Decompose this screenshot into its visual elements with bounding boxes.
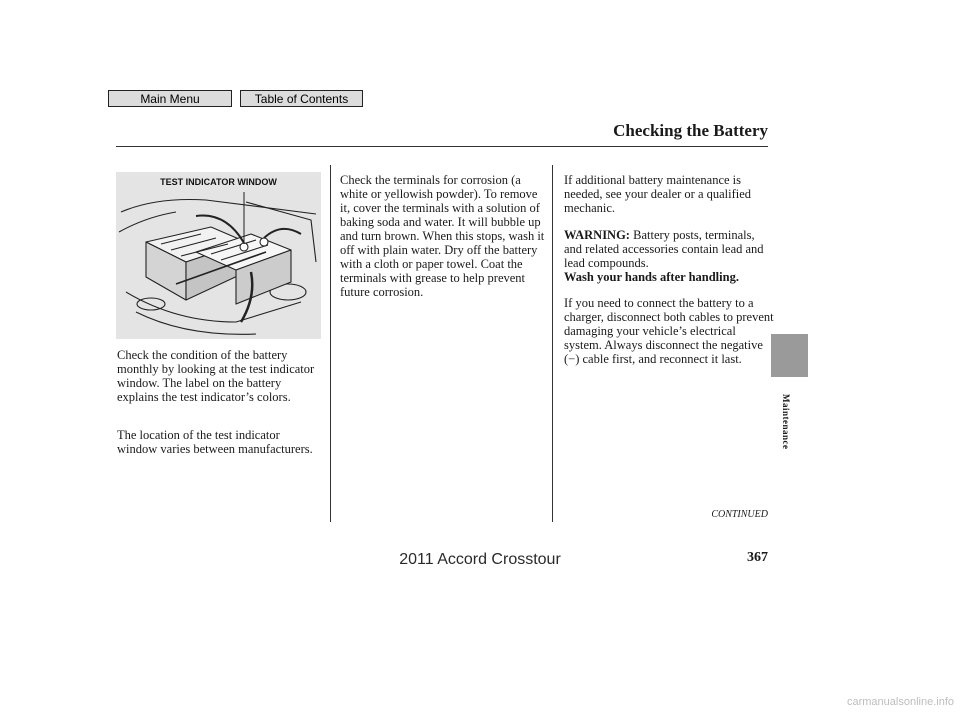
section-label: Maintenance [781,394,791,450]
warning-bold-text: Wash your hands after handling. [564,270,739,284]
column-divider-2 [552,165,553,522]
battery-drawing [116,172,321,339]
battery-illustration [116,172,321,339]
warning-label: WARNING: [564,228,630,242]
warning-text: Battery posts, terminals, and related accessories contain lead and lead compounds. [564,228,764,270]
col1-paragraph-2: The location of the test indicator window varies between manufacturers. [117,428,313,456]
col3-paragraph-3: If you need to connect the battery to a charger, disconnect both cables to prevent damaging your vehicle’s electrical system. Always disconnect the negative (−) cable first, and reconnect it last. [564,296,774,366]
warning-paragraph [564,228,774,284]
table-of-contents-button[interactable]: Table of Contents [240,90,363,107]
section-tab [771,334,808,377]
col1-paragraph-1: Check the condition of the battery monthly by looking at the test indicator window. The label on the battery explains the test indicator’s colors. [117,348,315,404]
page-number: 367 [747,550,768,565]
watermark: carmanualsonline.info [846,696,954,708]
continued-label: CONTINUED [711,509,768,520]
figure-label: TEST INDICATOR WINDOW [160,177,277,187]
footer-model: 2011 Accord Crosstour [399,551,561,568]
page-title: Checking the Battery [613,121,768,140]
col2-paragraph-1: Check the terminals for corrosion (a white or yellowish powder). To remove it, cover the terminals with a solution of baking soda and water. It will bubble up and turn brown. When this stops, wash it off with plain water. Dry off the battery with a cloth or paper towel. Coat the terminals with grease to help prevent future corrosion. [340,173,545,299]
header-divider [116,146,768,147]
col3-paragraph-1: If additional battery maintenance is needed, see your dealer or a qualified mechanic. [564,173,752,215]
column-divider-1 [330,165,331,522]
main-menu-button[interactable]: Main Menu [108,90,232,107]
